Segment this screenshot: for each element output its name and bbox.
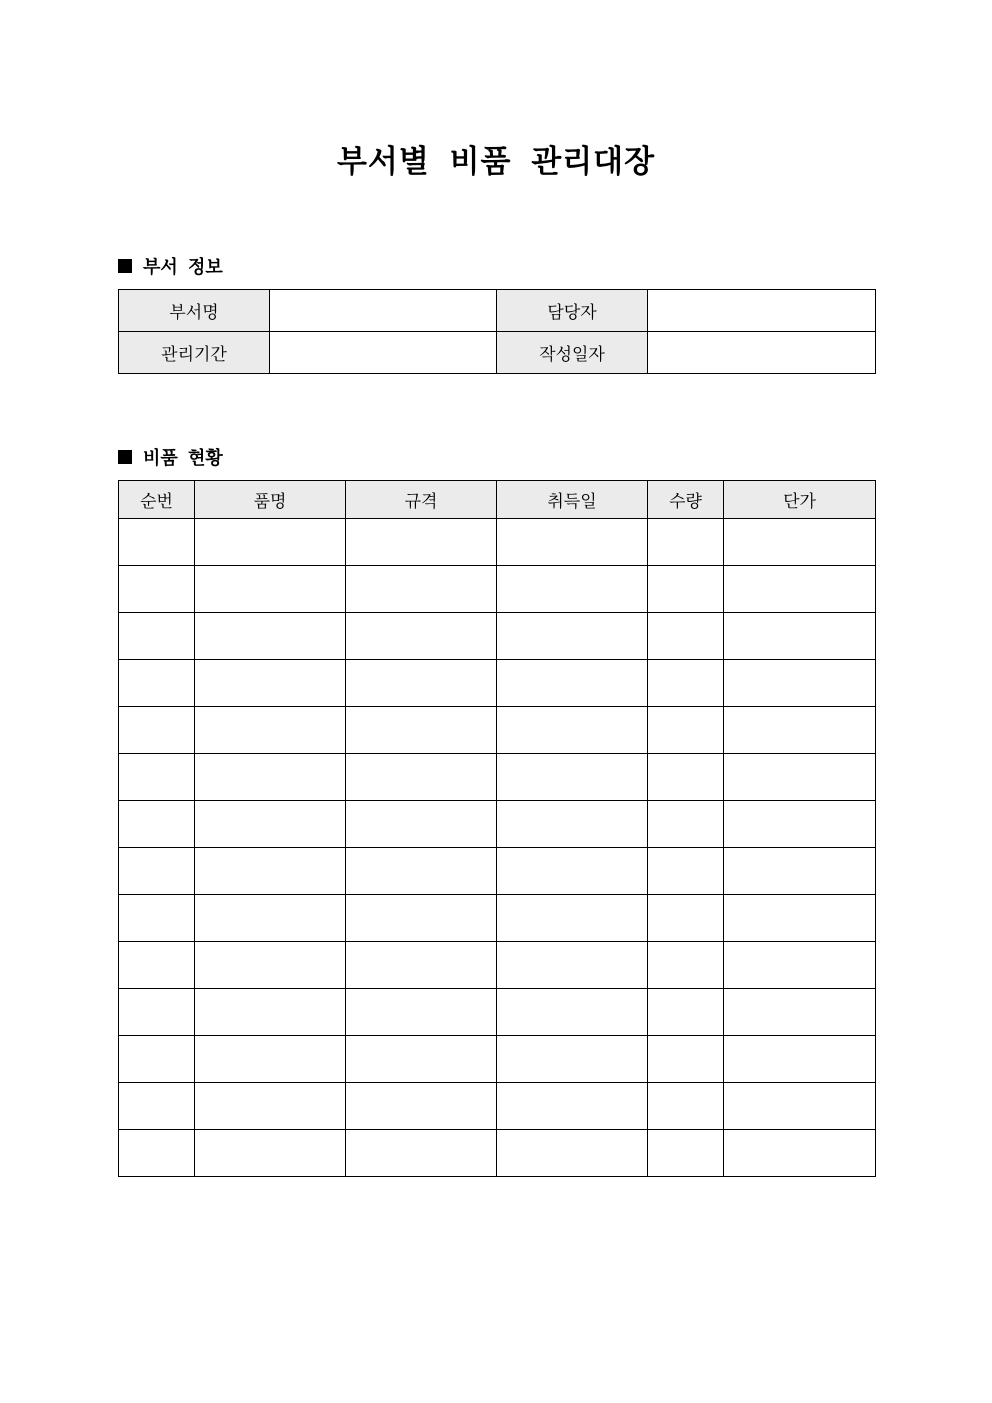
acquisition-date-cell[interactable] xyxy=(497,848,648,895)
specification-cell[interactable] xyxy=(346,1083,497,1130)
department-name-label: 부서명 xyxy=(119,290,270,332)
item-name-cell[interactable] xyxy=(195,895,346,942)
number-cell[interactable] xyxy=(119,989,195,1036)
column-header-acquisition-date: 취득일 xyxy=(497,481,648,519)
quantity-cell[interactable] xyxy=(648,1083,724,1130)
quantity-cell[interactable] xyxy=(648,989,724,1036)
item-name-cell[interactable] xyxy=(195,1036,346,1083)
number-cell[interactable] xyxy=(119,519,195,566)
specification-cell[interactable] xyxy=(346,801,497,848)
acquisition-date-cell[interactable] xyxy=(497,566,648,613)
unit-price-cell[interactable] xyxy=(724,566,876,613)
item-name-cell[interactable] xyxy=(195,707,346,754)
acquisition-date-cell[interactable] xyxy=(497,660,648,707)
table-row xyxy=(119,942,876,989)
unit-price-cell[interactable] xyxy=(724,1130,876,1177)
item-name-cell[interactable] xyxy=(195,942,346,989)
item-name-cell[interactable] xyxy=(195,754,346,801)
quantity-cell[interactable] xyxy=(648,848,724,895)
acquisition-date-cell[interactable] xyxy=(497,801,648,848)
table-row xyxy=(119,707,876,754)
item-name-cell[interactable] xyxy=(195,989,346,1036)
page-title: 부서별 비품 관리대장 xyxy=(336,144,656,180)
table-row xyxy=(119,895,876,942)
unit-price-cell[interactable] xyxy=(724,1036,876,1083)
unit-price-cell[interactable] xyxy=(724,519,876,566)
quantity-cell[interactable] xyxy=(648,660,724,707)
specification-cell[interactable] xyxy=(346,989,497,1036)
column-header-unit-price: 단가 xyxy=(724,481,876,519)
quantity-cell[interactable] xyxy=(648,754,724,801)
acquisition-date-cell[interactable] xyxy=(497,1036,648,1083)
number-cell[interactable] xyxy=(119,566,195,613)
date-written-field[interactable] xyxy=(648,332,876,374)
specification-cell[interactable] xyxy=(346,566,497,613)
management-period-label: 관리기간 xyxy=(119,332,270,374)
table-header-row xyxy=(119,481,876,519)
manager-label: 담당자 xyxy=(497,290,648,332)
item-name-cell[interactable] xyxy=(195,613,346,660)
number-cell[interactable] xyxy=(119,1130,195,1177)
column-header-item-name: 품명 xyxy=(195,481,346,519)
table-row xyxy=(119,290,876,332)
item-name-cell[interactable] xyxy=(195,519,346,566)
acquisition-date-cell[interactable] xyxy=(497,942,648,989)
quantity-cell[interactable] xyxy=(648,566,724,613)
equipment-table-body xyxy=(119,519,876,1177)
item-name-cell[interactable] xyxy=(195,848,346,895)
table-row xyxy=(119,801,876,848)
number-cell[interactable] xyxy=(119,942,195,989)
square-bullet-icon xyxy=(118,450,132,464)
table-row xyxy=(119,332,876,374)
table-row xyxy=(119,848,876,895)
column-header-number: 순번 xyxy=(119,481,195,519)
table-row xyxy=(119,519,876,566)
table-row xyxy=(119,1036,876,1083)
unit-price-cell[interactable] xyxy=(724,613,876,660)
number-cell[interactable] xyxy=(119,1083,195,1130)
quantity-cell[interactable] xyxy=(648,942,724,989)
table-row xyxy=(119,1130,876,1177)
number-cell[interactable] xyxy=(119,660,195,707)
table-row xyxy=(119,1083,876,1130)
quantity-cell[interactable] xyxy=(648,801,724,848)
unit-price-cell[interactable] xyxy=(724,707,876,754)
table-row xyxy=(119,566,876,613)
unit-price-cell[interactable] xyxy=(724,989,876,1036)
acquisition-date-cell[interactable] xyxy=(497,895,648,942)
management-period-field[interactable] xyxy=(270,332,497,374)
number-cell[interactable] xyxy=(119,801,195,848)
unit-price-cell[interactable] xyxy=(724,895,876,942)
section-heading-equipment-status xyxy=(118,444,223,470)
specification-cell[interactable] xyxy=(346,1036,497,1083)
number-cell[interactable] xyxy=(119,613,195,660)
item-name-cell[interactable] xyxy=(195,801,346,848)
column-header-quantity: 수량 xyxy=(648,481,724,519)
specification-cell[interactable] xyxy=(346,519,497,566)
unit-price-cell[interactable] xyxy=(724,1083,876,1130)
unit-price-cell[interactable] xyxy=(724,660,876,707)
acquisition-date-cell[interactable] xyxy=(497,707,648,754)
table-row xyxy=(119,989,876,1036)
section-heading-label: 비품 현황 xyxy=(143,448,223,469)
acquisition-date-cell[interactable] xyxy=(497,519,648,566)
number-cell[interactable] xyxy=(119,707,195,754)
table-row xyxy=(119,660,876,707)
item-name-cell[interactable] xyxy=(195,660,346,707)
date-written-label: 작성일자 xyxy=(497,332,648,374)
quantity-cell[interactable] xyxy=(648,707,724,754)
item-name-cell[interactable] xyxy=(195,1083,346,1130)
specification-cell[interactable] xyxy=(346,707,497,754)
acquisition-date-cell[interactable] xyxy=(497,989,648,1036)
item-name-cell[interactable] xyxy=(195,566,346,613)
number-cell[interactable] xyxy=(119,754,195,801)
specification-cell[interactable] xyxy=(346,754,497,801)
specification-cell[interactable] xyxy=(346,613,497,660)
department-info-table xyxy=(118,289,876,374)
item-name-cell[interactable] xyxy=(195,1130,346,1177)
specification-cell[interactable] xyxy=(346,895,497,942)
table-row xyxy=(119,613,876,660)
specification-cell[interactable] xyxy=(346,660,497,707)
section-heading-label: 부서 정보 xyxy=(143,257,223,278)
quantity-cell[interactable] xyxy=(648,613,724,660)
specification-cell[interactable] xyxy=(346,848,497,895)
unit-price-cell[interactable] xyxy=(724,942,876,989)
quantity-cell[interactable] xyxy=(648,1130,724,1177)
table-row xyxy=(119,754,876,801)
section-heading-department-info xyxy=(118,253,223,279)
specification-cell[interactable] xyxy=(346,1130,497,1177)
number-cell[interactable] xyxy=(119,895,195,942)
quantity-cell[interactable] xyxy=(648,895,724,942)
equipment-status-table xyxy=(118,480,876,1177)
manager-field[interactable] xyxy=(648,290,876,332)
unit-price-cell[interactable] xyxy=(724,848,876,895)
specification-cell[interactable] xyxy=(346,942,497,989)
acquisition-date-cell[interactable] xyxy=(497,1083,648,1130)
acquisition-date-cell[interactable] xyxy=(497,1130,648,1177)
number-cell[interactable] xyxy=(119,1036,195,1083)
unit-price-cell[interactable] xyxy=(724,754,876,801)
acquisition-date-cell[interactable] xyxy=(497,754,648,801)
department-name-field[interactable] xyxy=(270,290,497,332)
quantity-cell[interactable] xyxy=(648,1036,724,1083)
column-header-specification: 규격 xyxy=(346,481,497,519)
unit-price-cell[interactable] xyxy=(724,801,876,848)
quantity-cell[interactable] xyxy=(648,519,724,566)
square-bullet-icon xyxy=(118,259,132,273)
acquisition-date-cell[interactable] xyxy=(497,613,648,660)
number-cell[interactable] xyxy=(119,848,195,895)
